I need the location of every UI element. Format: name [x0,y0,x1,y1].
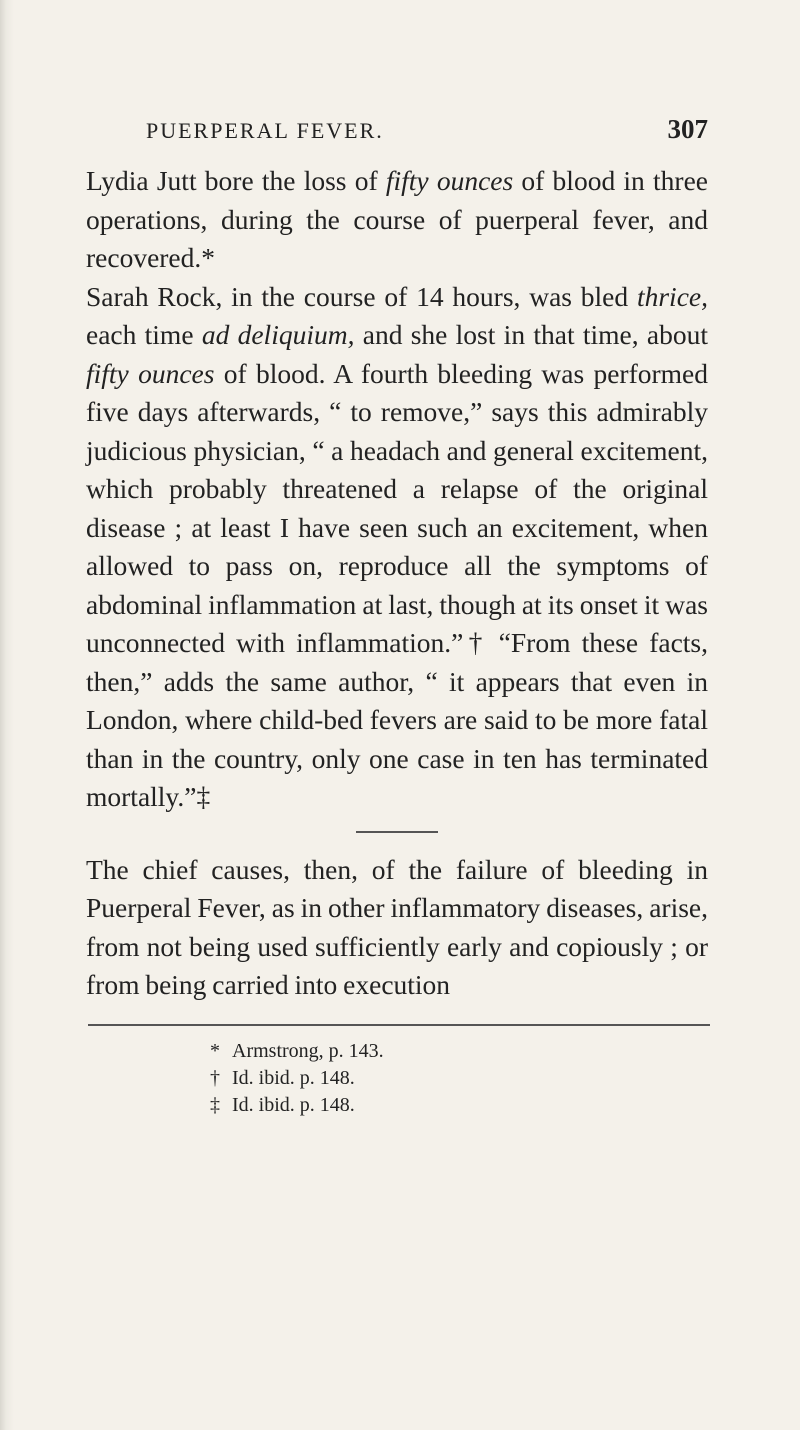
footnote-rule [88,1024,710,1026]
footnote-text: Id. ibid. p. 148. [232,1067,355,1089]
page-number: 307 [667,114,708,144]
italic-run: fifty ounces [385,165,514,196]
body-text [86,162,708,1005]
paragraph-chief-causes [86,851,708,1005]
text-run: each time [86,319,202,350]
footnote-item [210,1092,384,1119]
italic-run: fifty ounces [86,357,215,389]
footnotes [210,1038,384,1119]
paragraph-lydia-jutt [86,162,708,278]
footnote-mark: ‡ [210,1094,220,1116]
footnote-text: Armstrong, p. 143. [232,1040,384,1062]
text-run: The chief causes, then, of the failure of bleeding in Puerperal Fever, as in other inflammatory diseases, arise, from not being used sufficiently early and copiously ; or from being carried into execution [86,853,708,1000]
text-run: and she lost in that time, about [354,319,708,350]
page-gutter-shadow [0,0,14,1430]
text-run: of blood in three operations, during the course of puerperal fever, and recovered.* [86,165,708,273]
footnote-item [210,1038,384,1065]
footnote-mark: † [210,1067,220,1089]
footnote-mark: * [210,1040,220,1062]
italic-run: thrice, [636,280,708,312]
running-head: PUERPERAL FEVER. [146,118,384,143]
section-divider [356,831,438,833]
text-run: of blood. A fourth bleeding was performed five days afterwards, “ to remove,” says this admirably judicious physician, “ a headach and general excitement, which probably threatened a relapse of the original disease ; at least I have seen such an excitement, when allowed to pass on, reproduce all the symptoms of abdominal inflammation at last, though at its onset it was unconnected with inflammation.”† “From these facts, then,” adds the same author, “ it appears that even in London, where child-bed fevers are said to be more fatal than in the country, only one case in ten has terminated mortally.”‡ [86,357,708,812]
italic-run: ad deliquium, [201,319,355,350]
footnote-item [210,1065,384,1092]
footnote-text: Id. ibid. p. 148. [232,1094,355,1116]
text-run: Lydia Jutt bore the loss of [86,165,386,196]
text-run: Sarah Rock, in the course of 14 hours, was bled [86,280,637,312]
page-header [146,114,708,148]
paragraph-sarah-rock [86,278,708,817]
